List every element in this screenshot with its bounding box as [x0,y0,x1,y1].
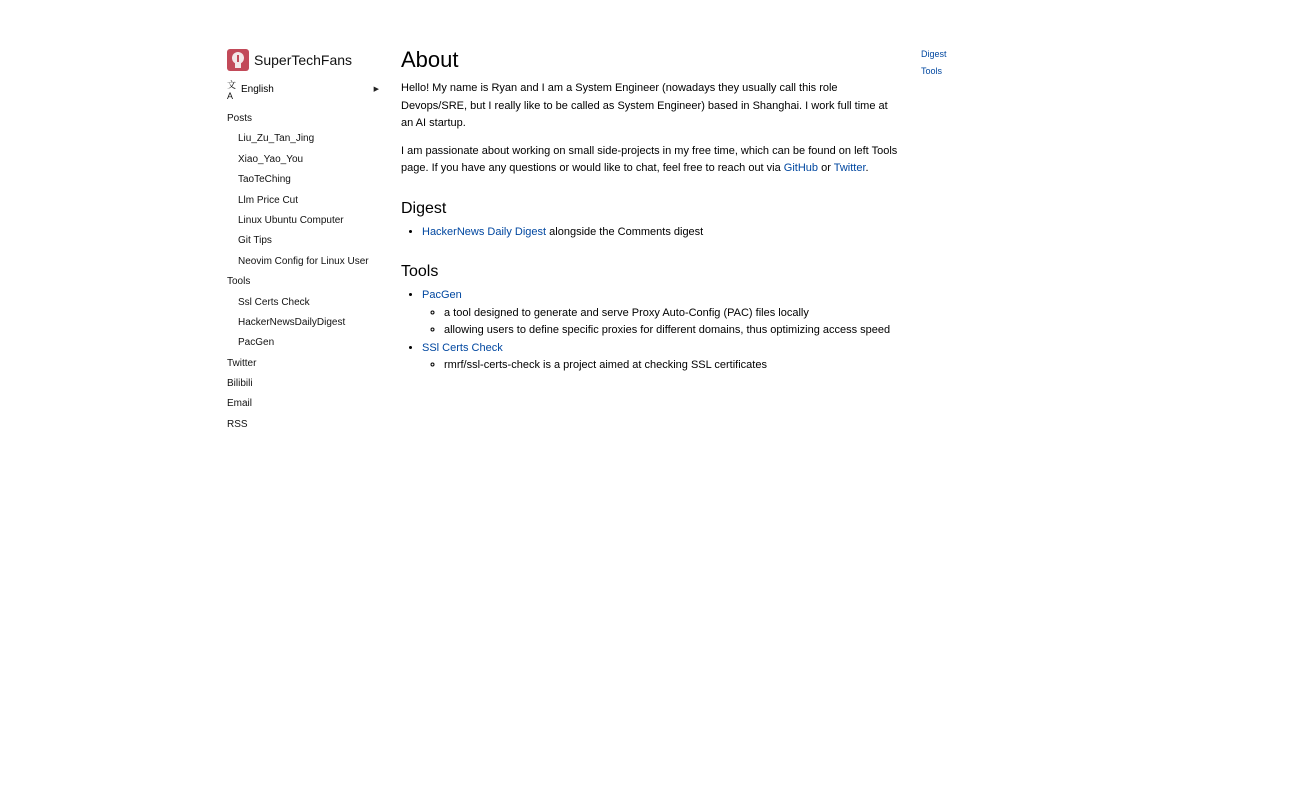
article [401,44,901,375]
sidebar-tool-item[interactable]: HackerNewsDailyDigest [238,316,346,328]
table-of-contents [921,46,947,80]
sidebar-item-email[interactable]: Email [227,398,253,410]
list-item [422,287,901,340]
page-title: About [401,47,459,72]
intro-paragraph: Hello! My name is Ryan and I am a System Engineer (nowadays they usually call this role Devops/SRE, but I really like to be called as System Engineer) based in Shanghai. I work full time at an AI startup. [401,82,888,129]
pacgen-link[interactable]: PacGen [422,289,462,301]
language-label: English [241,83,274,95]
sidebar [227,48,382,435]
pacgen-point: ◦ a tool designed to generate and serve Proxy Auto-Config (PAC) files locally [444,305,901,323]
site-name: SuperTechFans [254,52,353,68]
or-text: or [818,162,834,174]
sidebar-tool-item[interactable]: Ssl Certs Check [238,296,310,308]
site-logo [227,49,249,71]
period-text: . [865,162,869,174]
list-item [422,340,901,375]
tools-heading: Tools [401,263,439,280]
digest-heading: Digest [401,199,447,217]
sidebar-post-item[interactable]: Xiao_Yao_You [238,153,304,165]
side-projects-paragraph [401,143,901,178]
sidebar-menu [227,109,382,435]
toc-digest-link[interactable]: Digest [921,49,947,59]
sidebar-item-tools[interactable]: Tools [227,276,251,288]
github-link[interactable]: GitHub [783,162,819,174]
digest-list [401,224,901,242]
ssl-point: ◦ rmrf/ssl-certs-check is a project aimed at checking SSL certificates [444,357,901,375]
sidebar-post-item[interactable]: Git Tips [238,235,272,247]
sidebar-item-bilibili[interactable]: Bilibili [227,378,253,390]
pacgen-point: ◦ allowing users to define specific proxies for different domains, thus optimizing access speed [444,322,901,340]
caret-right-icon: ▶ [373,86,379,93]
twitter-link[interactable]: Twitter [833,162,866,174]
sidebar-post-item[interactable]: Liu_Zu_Tan_Jing [238,133,315,145]
sidebar-item-twitter[interactable]: Twitter [227,357,257,369]
tools-list [401,287,901,375]
sidebar-post-item[interactable]: Llm Price Cut [238,194,299,206]
sidebar-item-rss[interactable]: RSS [227,418,248,430]
sidebar-post-item[interactable]: Linux Ubuntu Computer [238,214,344,226]
list-item [422,224,901,242]
sidebar-post-item[interactable]: TaoTeChing [238,174,291,186]
translate-icon: 文A [227,79,237,101]
hackernews-digest-link[interactable]: HackerNews Daily Digest [422,225,547,238]
sidebar-post-item[interactable]: Neovim Config for Linux User [238,255,369,267]
sidebar-item-posts[interactable]: Posts [227,113,253,124]
digest-description: alongside the Comments digest [546,225,704,238]
toc-tools-link[interactable]: Tools [921,66,943,76]
sidebar-tool-item[interactable]: PacGen [238,337,275,349]
ssl-certs-check-link[interactable]: SSl Certs Check [422,341,503,354]
site-brand-link[interactable] [227,48,382,72]
language-selector[interactable] [227,79,382,99]
side-projects-text: I am passionate about working on small side-projects in my free time, which can be found on left Tools page. If you have any questions or would like to chat, feel free to reach out via [401,144,898,174]
